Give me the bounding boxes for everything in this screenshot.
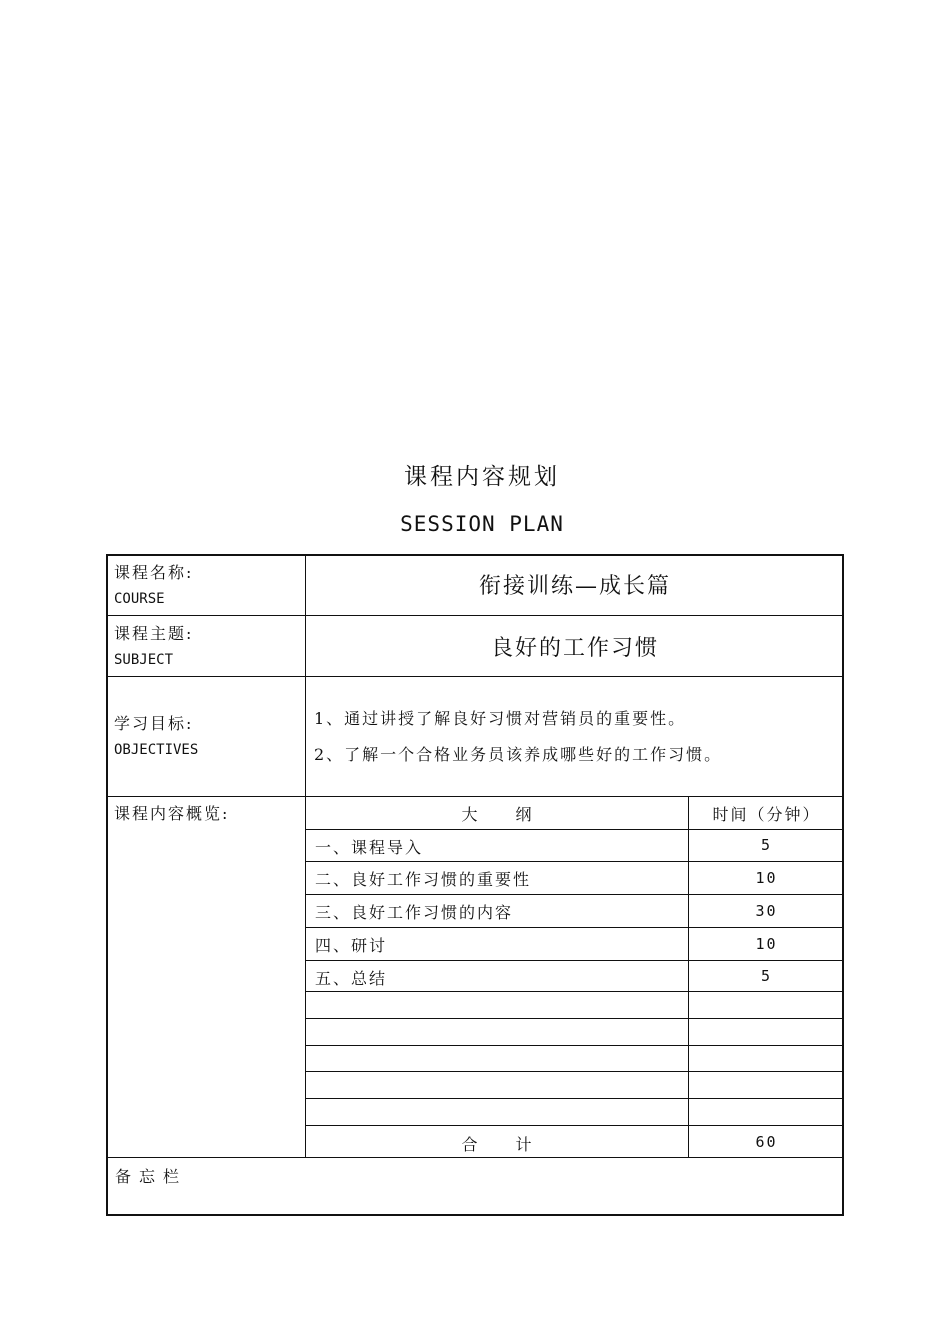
- course-label: [114, 560, 193, 612]
- outline-time: 5: [760, 836, 773, 854]
- total-label: 合 计: [461, 1135, 534, 1154]
- outline-time: 30: [755, 902, 778, 920]
- subject-label-en: SUBJECT: [114, 652, 174, 668]
- objective-item: 2、了解一个合格业务员该养成哪些好的工作习惯。: [314, 745, 723, 764]
- objectives-label-cn: 学习目标:: [114, 714, 194, 733]
- outline-header: 大 纲: [461, 805, 534, 824]
- page-subtitle: SESSION PLAN: [400, 512, 564, 536]
- objectives-label-en: OBJECTIVES: [114, 742, 199, 758]
- table-divider: [107, 676, 843, 677]
- overview-label: 课程内容概览:: [114, 804, 230, 823]
- outline-time: 5: [760, 967, 773, 985]
- table-divider: [306, 829, 843, 830]
- total-time: 60: [755, 1133, 778, 1151]
- memo-label: 备忘栏: [115, 1167, 188, 1186]
- table-divider: [306, 1045, 843, 1046]
- course-label-cn: 课程名称:: [114, 563, 194, 582]
- table-divider: [107, 796, 843, 797]
- table-divider: [306, 927, 843, 928]
- course-label-en: COURSE: [114, 591, 165, 607]
- table-divider: [107, 615, 843, 616]
- table-divider: [306, 894, 843, 895]
- outline-item: 一、课程导入: [315, 838, 424, 857]
- outline-time: 10: [755, 869, 778, 887]
- subject-label-cn: 课程主题:: [114, 624, 194, 643]
- outline-item: 二、良好工作习惯的重要性: [315, 870, 532, 889]
- outline-item: 五、总结: [315, 969, 388, 988]
- table-divider: [306, 1098, 843, 1099]
- outline-item: 四、研讨: [315, 936, 388, 955]
- table-divider: [306, 1125, 843, 1126]
- subject-label: [114, 621, 193, 673]
- table-divider: [306, 1071, 843, 1072]
- page-title: 课程内容规划: [404, 464, 560, 490]
- table-divider: [306, 991, 843, 992]
- table-divider: [306, 861, 843, 862]
- subject-value: 良好的工作习惯: [490, 636, 659, 661]
- outline-time: 10: [755, 935, 778, 953]
- objectives-label: [114, 711, 198, 763]
- course-value: 衔接训练—成长篇: [478, 574, 671, 599]
- objective-item: 1、通过讲授了解良好习惯对营销员的重要性。: [314, 709, 687, 728]
- table-divider: [306, 960, 843, 961]
- table-divider: [107, 1157, 843, 1158]
- outline-item: 三、良好工作习惯的内容: [315, 903, 514, 922]
- table-divider: [306, 1018, 843, 1019]
- time-header: 时间（分钟）: [712, 805, 821, 824]
